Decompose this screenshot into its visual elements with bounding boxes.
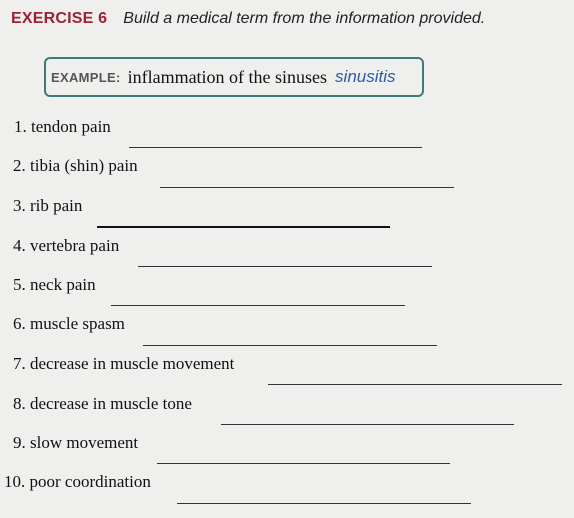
answer-blank[interactable] [160, 187, 454, 188]
exercise-item-5 [0, 268, 574, 308]
exercise-item-6 [0, 307, 574, 347]
example-text: inflammation of the sinuses [127, 66, 328, 87]
exercise-item-3 [0, 189, 574, 229]
exercise-header [11, 9, 485, 29]
exercise-label: EXERCISE 6 [11, 10, 108, 27]
example-answer: sinusitis [335, 67, 396, 86]
answer-blank[interactable] [129, 147, 422, 148]
item-label: 7. decrease in muscle movement [13, 354, 235, 373]
item-label: 5. neck pain [13, 275, 96, 294]
exercise-item-4 [0, 229, 574, 269]
exercise-item-9 [0, 426, 574, 466]
example-tag: EXAMPLE: [51, 69, 121, 85]
exercise-item-1 [0, 110, 574, 150]
answer-blank[interactable] [268, 384, 562, 385]
item-label: 6. muscle spasm [13, 314, 125, 333]
item-label: 2. tibia (shin) pain [13, 156, 138, 175]
answer-blank[interactable] [143, 345, 437, 346]
answer-blank[interactable] [97, 226, 390, 228]
item-label: 10. poor coordination [4, 472, 151, 491]
item-label: 8. decrease in muscle tone [13, 394, 192, 413]
answer-blank[interactable] [221, 424, 514, 425]
exercise-item-2 [0, 149, 574, 189]
exercise-item-10 [0, 465, 574, 505]
item-label: 3. rib pain [13, 196, 83, 215]
item-label: 1. tendon pain [14, 117, 111, 136]
answer-blank[interactable] [177, 503, 471, 504]
exercise-instructions: Build a medical term from the information provided. [123, 10, 486, 27]
item-label: 9. slow movement [13, 433, 139, 452]
example-box [44, 57, 424, 97]
item-label: 4. vertebra pain [13, 236, 120, 255]
answer-blank[interactable] [157, 463, 450, 464]
answer-blank[interactable] [138, 266, 432, 267]
answer-blank[interactable] [111, 305, 405, 306]
exercise-item-8 [0, 387, 574, 427]
exercise-item-7 [0, 347, 574, 387]
